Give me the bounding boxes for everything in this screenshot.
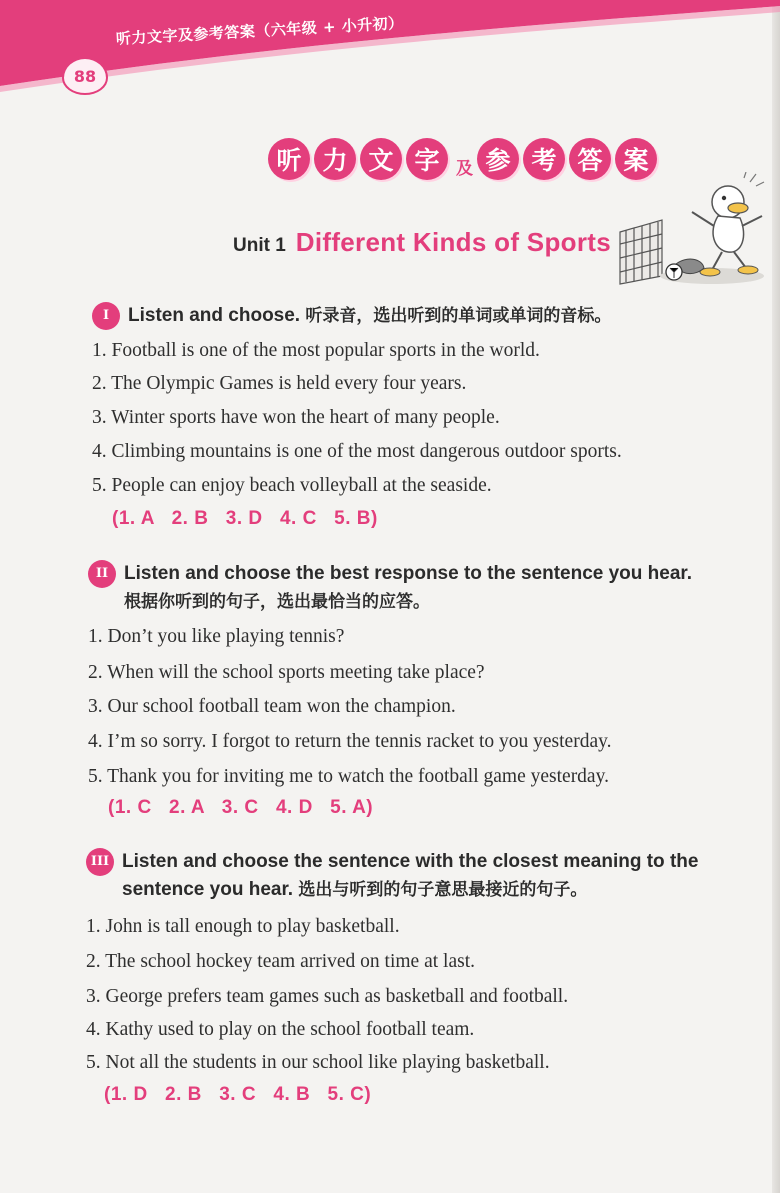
title-char: 字 <box>406 138 448 180</box>
header-book-label: 听力文字及参考答案（六年级 + 小升初） <box>115 13 405 48</box>
list-item: 5. Thank you for inviting me to watch the football game yesterday. <box>88 766 609 787</box>
section-1-heading <box>92 302 611 330</box>
section-3-heading-en: Listen and choose the sentence with the closest meaning to the <box>122 851 699 872</box>
section-3-answers: (1. D 2. B 3. C 4. B 5. C) <box>104 1084 372 1105</box>
title-joiner: 及 <box>456 158 473 179</box>
list-item: 5. Not all the students in our school like playing basketball. <box>86 1052 550 1073</box>
list-item: 1. Don’t you like playing tennis? <box>88 626 345 647</box>
unit-heading <box>233 227 611 258</box>
list-item: 3. Winter sports have won the heart of many people. <box>92 407 500 428</box>
list-item: 3. Our school football team won the champion. <box>88 696 456 717</box>
list-item: 2. The Olympic Games is held every four years. <box>92 373 467 394</box>
page-title <box>268 138 661 180</box>
section-2-heading-en: Listen and choose the best response to the sentence you hear. <box>124 563 693 584</box>
list-item: 4. Climbing mountains is one of the most dangerous outdoor sports. <box>92 441 622 462</box>
title-char: 考 <box>523 138 565 180</box>
section-1-heading-cn: 听录音，选出听到的单词或单词的音标。 <box>305 306 612 326</box>
section-2-answers: (1. C 2. A 3. C 4. D 5. A) <box>108 797 374 818</box>
section-1-heading-en: Listen and choose. <box>128 305 301 326</box>
list-item: 4. Kathy used to play on the school football team. <box>86 1019 475 1040</box>
title-char: 力 <box>314 138 356 180</box>
unit-label: Unit 1 <box>233 235 286 256</box>
section-1-numeral: I <box>92 302 120 330</box>
sports-cartoon-illustration <box>616 172 768 290</box>
section-3-heading <box>86 848 698 904</box>
list-item: 1. John is tall enough to play basketball. <box>86 916 400 937</box>
section-3-heading-en2: sentence you hear. <box>122 879 294 900</box>
section-1-answers: (1. A 2. B 3. D 4. C 5. B) <box>112 508 378 529</box>
section-2-heading-cn: 根据你听到的句子，选出最恰当的应答。 <box>124 592 430 612</box>
title-char: 案 <box>615 138 657 180</box>
section-3-heading-cn: 选出与听到的句子意思最接近的句子。 <box>298 880 588 900</box>
list-item: 1. Football is one of the most popular sports in the world. <box>92 340 540 361</box>
list-item: 5. People can enjoy beach volleyball at the seaside. <box>92 475 492 496</box>
title-char: 参 <box>477 138 519 180</box>
unit-title: Different Kinds of Sports <box>295 227 611 257</box>
section-2-heading <box>88 560 692 616</box>
page-number: 88 <box>62 57 108 95</box>
title-char: 答 <box>569 138 611 180</box>
list-item: 4. I’m so sorry. I forgot to return the tennis racket to you yesterday. <box>88 731 612 752</box>
page-edge <box>772 0 780 1193</box>
title-char: 文 <box>360 138 402 180</box>
list-item: 2. When will the school sports meeting take place? <box>88 662 485 683</box>
section-2-numeral: II <box>88 560 116 588</box>
title-char: 听 <box>268 138 310 180</box>
section-3-numeral: III <box>86 848 114 876</box>
list-item: 3. George prefers team games such as basketball and football. <box>86 986 569 1007</box>
list-item: 2. The school hockey team arrived on time at last. <box>86 951 475 972</box>
